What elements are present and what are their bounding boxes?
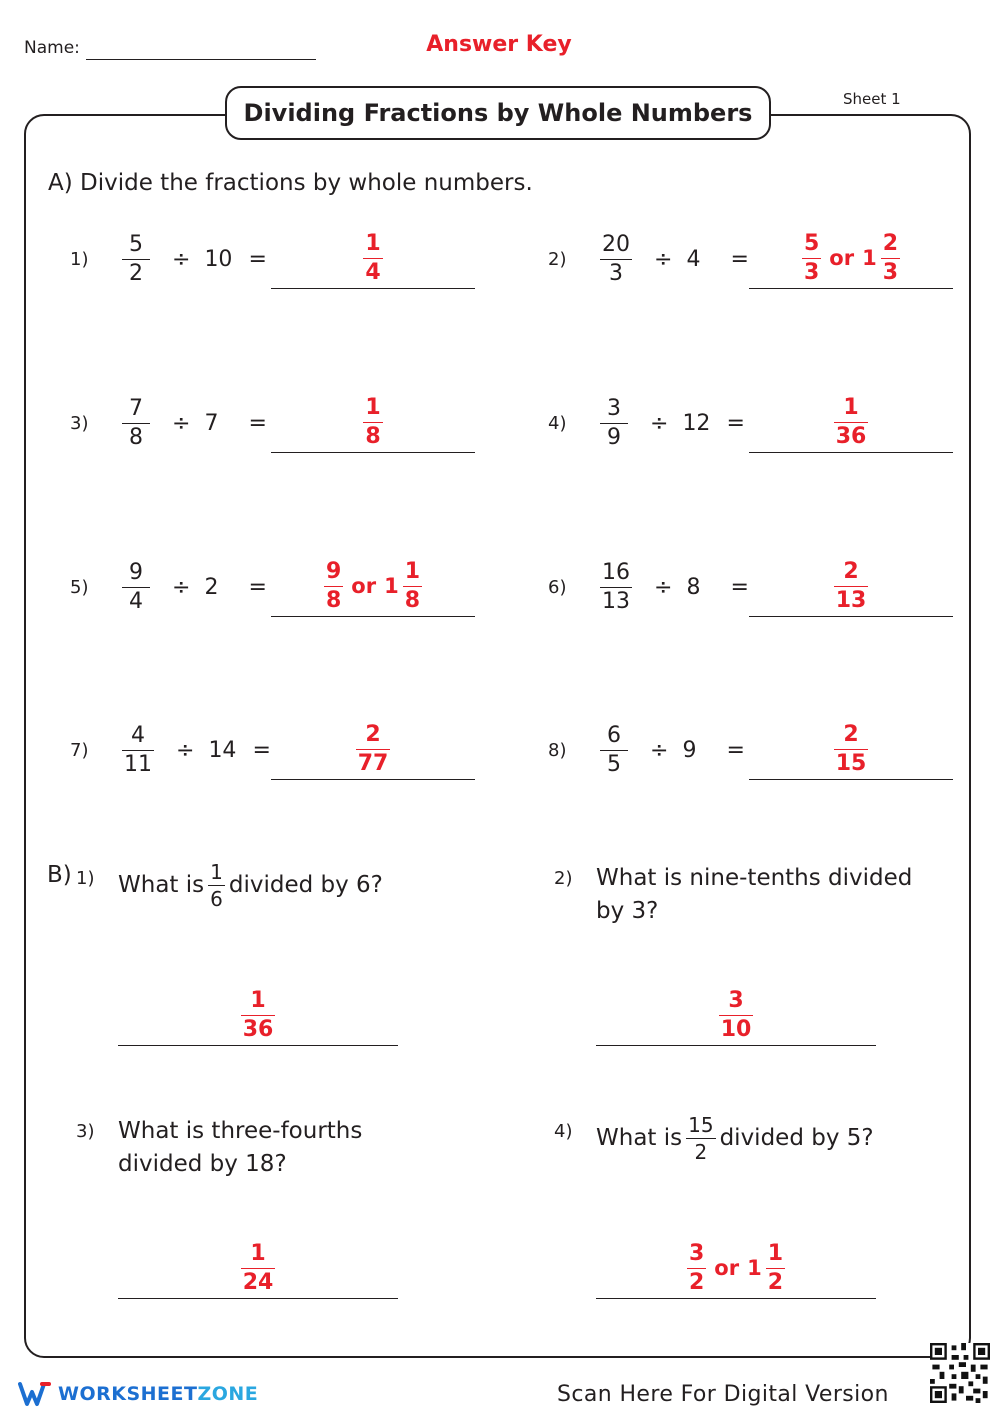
answer-line xyxy=(596,1298,876,1299)
answer-box[interactable] xyxy=(271,228,475,289)
mixed-whole: 1 xyxy=(862,246,877,270)
question-number: 4) xyxy=(554,1121,573,1142)
divide-sign: ÷ xyxy=(654,574,673,600)
numerator: 2 xyxy=(843,721,859,747)
denominator: 9 xyxy=(600,423,628,449)
question-number: 1) xyxy=(76,868,95,889)
numerator: 9 xyxy=(129,559,143,585)
divide-sign: ÷ xyxy=(650,737,669,763)
problem-row xyxy=(70,719,271,781)
divide-sign: ÷ xyxy=(650,410,669,436)
mixed-fraction xyxy=(403,558,422,613)
problem-number: 4) xyxy=(548,412,567,434)
fraction xyxy=(719,987,754,1042)
question-text: What is three-fourths divided by 18? xyxy=(118,1118,363,1177)
answer-line xyxy=(749,288,953,289)
answer-value xyxy=(271,719,475,779)
question-suffix: divided by 5? xyxy=(719,1125,874,1151)
numerator: 5 xyxy=(803,230,820,256)
question-number: 2) xyxy=(554,868,573,889)
answer-box[interactable] xyxy=(596,985,876,1046)
question-prefix: What is xyxy=(118,872,205,898)
numerator: 16 xyxy=(602,559,630,585)
numerator: 1 xyxy=(843,394,859,420)
denominator: 8 xyxy=(365,423,381,449)
answer-value xyxy=(596,1238,876,1298)
numerator: 2 xyxy=(882,230,899,256)
denominator: 4 xyxy=(365,259,381,285)
equals-sign: = xyxy=(730,246,749,272)
problem-fraction xyxy=(122,722,154,777)
numerator: 3 xyxy=(728,987,744,1013)
numerator: 15 xyxy=(688,1113,714,1137)
fraction xyxy=(687,1240,706,1295)
answer-line xyxy=(271,616,475,617)
problem-number: 5) xyxy=(70,576,89,598)
denominator: 10 xyxy=(720,1016,752,1042)
denominator: 6 xyxy=(210,887,223,911)
answer-line xyxy=(271,288,475,289)
problem-number: 1) xyxy=(70,248,89,270)
problem-row xyxy=(70,392,267,454)
numerator: 3 xyxy=(688,1240,705,1266)
answer-value xyxy=(271,228,475,288)
question-text: What is nine-tenths divided by 3? xyxy=(596,865,913,924)
problem-number: 7) xyxy=(70,739,89,761)
question-suffix: divided by 6? xyxy=(228,872,383,898)
problem-row xyxy=(70,556,267,618)
name-field-line[interactable] xyxy=(86,59,316,60)
section-a-instruction: A) Divide the fractions by whole numbers. xyxy=(48,170,533,196)
fraction xyxy=(241,987,276,1042)
denominator: 3 xyxy=(803,259,820,285)
denominator: 77 xyxy=(357,750,389,776)
equals-sign: = xyxy=(248,574,267,600)
question-prefix: What is xyxy=(596,1125,683,1151)
fraction xyxy=(324,558,343,613)
problem-fraction xyxy=(600,395,628,450)
problem-number: 3) xyxy=(70,412,89,434)
problem-fraction xyxy=(600,559,632,614)
problem-row xyxy=(548,719,745,781)
problem-row xyxy=(548,392,745,454)
problem-row xyxy=(70,228,267,290)
fraction xyxy=(363,230,382,285)
denominator: 8 xyxy=(404,587,421,613)
divide-sign: ÷ xyxy=(172,574,191,600)
fraction xyxy=(834,721,869,776)
answer-line xyxy=(271,779,475,780)
answer-value xyxy=(271,392,475,452)
denominator: 3 xyxy=(882,259,899,285)
answer-box[interactable] xyxy=(749,228,953,289)
numerator: 3 xyxy=(607,395,621,421)
brand-name: WORKSHEETZONE xyxy=(58,1383,259,1405)
answer-value xyxy=(271,556,475,616)
divisor: 4 xyxy=(686,246,701,272)
mixed-fraction xyxy=(881,230,900,285)
mixed-fraction xyxy=(766,1240,785,1295)
answer-value xyxy=(749,556,953,616)
denominator: 4 xyxy=(122,587,150,613)
denominator: 13 xyxy=(835,587,867,613)
answer-or: or xyxy=(829,246,855,270)
divide-sign: ÷ xyxy=(176,737,195,763)
answer-line xyxy=(749,779,953,780)
divide-sign: ÷ xyxy=(172,410,191,436)
divisor: 10 xyxy=(204,246,233,272)
denominator: 36 xyxy=(242,1016,274,1042)
numerator: 1 xyxy=(365,394,381,420)
question-fraction xyxy=(686,1115,715,1162)
answer-box[interactable] xyxy=(749,719,953,780)
numerator: 1 xyxy=(210,860,223,884)
problem-fraction xyxy=(122,231,150,286)
answer-line xyxy=(749,452,953,453)
problem-number: 8) xyxy=(548,739,567,761)
answer-box[interactable] xyxy=(271,719,475,780)
equals-sign: = xyxy=(726,737,745,763)
answer-line xyxy=(118,1045,398,1046)
denominator: 3 xyxy=(600,259,632,285)
worksheetzone-w-logo-icon xyxy=(18,1380,52,1408)
numerator: 6 xyxy=(607,722,621,748)
denominator: 8 xyxy=(325,587,342,613)
problem-fraction xyxy=(600,722,628,777)
answer-box[interactable] xyxy=(271,556,475,617)
numerator: 1 xyxy=(767,1240,784,1266)
equals-sign: = xyxy=(248,410,267,436)
answer-box[interactable] xyxy=(749,556,953,617)
numerator: 1 xyxy=(250,987,266,1013)
denominator: 8 xyxy=(122,423,150,449)
problem-row xyxy=(548,556,749,618)
answer-value xyxy=(118,985,398,1045)
answer-line xyxy=(271,452,475,453)
problem-fraction xyxy=(122,395,150,450)
equals-sign: = xyxy=(730,574,749,600)
qr-code-icon[interactable] xyxy=(930,1343,990,1403)
equals-sign: = xyxy=(726,410,745,436)
answer-or: or xyxy=(351,574,377,598)
numerator: 1 xyxy=(250,1240,266,1266)
answer-box[interactable] xyxy=(118,985,398,1046)
fraction xyxy=(834,558,869,613)
numerator: 20 xyxy=(602,231,630,257)
numerator: 9 xyxy=(325,558,342,584)
numerator: 7 xyxy=(129,395,143,421)
fraction xyxy=(834,394,869,449)
problem-number: 2) xyxy=(548,248,567,270)
denominator: 11 xyxy=(124,751,152,777)
numerator: 2 xyxy=(843,558,859,584)
equals-sign: = xyxy=(248,246,267,272)
denominator: 36 xyxy=(835,423,867,449)
answer-box[interactable] xyxy=(271,392,475,453)
equals-sign: = xyxy=(252,737,271,763)
worksheetzone-logo[interactable] xyxy=(18,1380,258,1408)
fraction xyxy=(363,394,382,449)
sheet-number: Sheet 1 xyxy=(843,90,901,108)
divisor: 12 xyxy=(682,410,711,436)
question-fraction xyxy=(208,862,225,909)
denominator: 15 xyxy=(835,750,867,776)
problem-row xyxy=(548,228,749,290)
denominator: 24 xyxy=(242,1269,274,1295)
problem-fraction xyxy=(122,559,150,614)
scan-instruction: Scan Here For Digital Version xyxy=(557,1382,889,1407)
denominator: 5 xyxy=(600,750,628,776)
denominator: 2 xyxy=(767,1269,784,1295)
name-label: Name: xyxy=(24,38,80,58)
denominator: 2 xyxy=(686,1138,715,1162)
problem-number: 6) xyxy=(548,576,567,598)
answer-value xyxy=(749,719,953,779)
divisor: 7 xyxy=(204,410,219,436)
problem-fraction xyxy=(600,231,632,286)
answer-or: or xyxy=(714,1256,740,1280)
divisor: 9 xyxy=(682,737,697,763)
divisor: 14 xyxy=(208,737,237,763)
divisor: 2 xyxy=(204,574,219,600)
answer-line xyxy=(749,616,953,617)
numerator: 2 xyxy=(365,721,381,747)
mixed-whole: 1 xyxy=(747,1256,762,1280)
divisor: 8 xyxy=(686,574,701,600)
answer-box[interactable] xyxy=(749,392,953,453)
question-text xyxy=(118,862,448,909)
answer-value xyxy=(596,985,876,1045)
question-number: 3) xyxy=(76,1121,95,1142)
worksheet-title: Dividing Fractions by Whole Numbers xyxy=(225,86,771,140)
answer-line xyxy=(118,1298,398,1299)
mixed-whole: 1 xyxy=(384,574,399,598)
answer-value xyxy=(118,1238,398,1298)
fraction xyxy=(356,721,391,776)
divide-sign: ÷ xyxy=(654,246,673,272)
answer-key-heading: Answer Key xyxy=(426,32,572,57)
denominator: 2 xyxy=(122,259,150,285)
answer-value xyxy=(749,392,953,452)
denominator: 13 xyxy=(602,588,630,614)
section-b-label: B) xyxy=(47,862,72,888)
answer-box[interactable] xyxy=(596,1238,876,1299)
fraction xyxy=(802,230,821,285)
numerator: 1 xyxy=(404,558,421,584)
answer-line xyxy=(596,1045,876,1046)
numerator: 5 xyxy=(129,231,143,257)
answer-value xyxy=(749,228,953,288)
divide-sign: ÷ xyxy=(172,246,191,272)
answer-box[interactable] xyxy=(118,1238,398,1299)
denominator: 2 xyxy=(688,1269,705,1295)
numerator: 4 xyxy=(131,722,145,748)
numerator: 1 xyxy=(365,230,381,256)
fraction xyxy=(241,1240,276,1295)
question-text xyxy=(596,1115,926,1162)
